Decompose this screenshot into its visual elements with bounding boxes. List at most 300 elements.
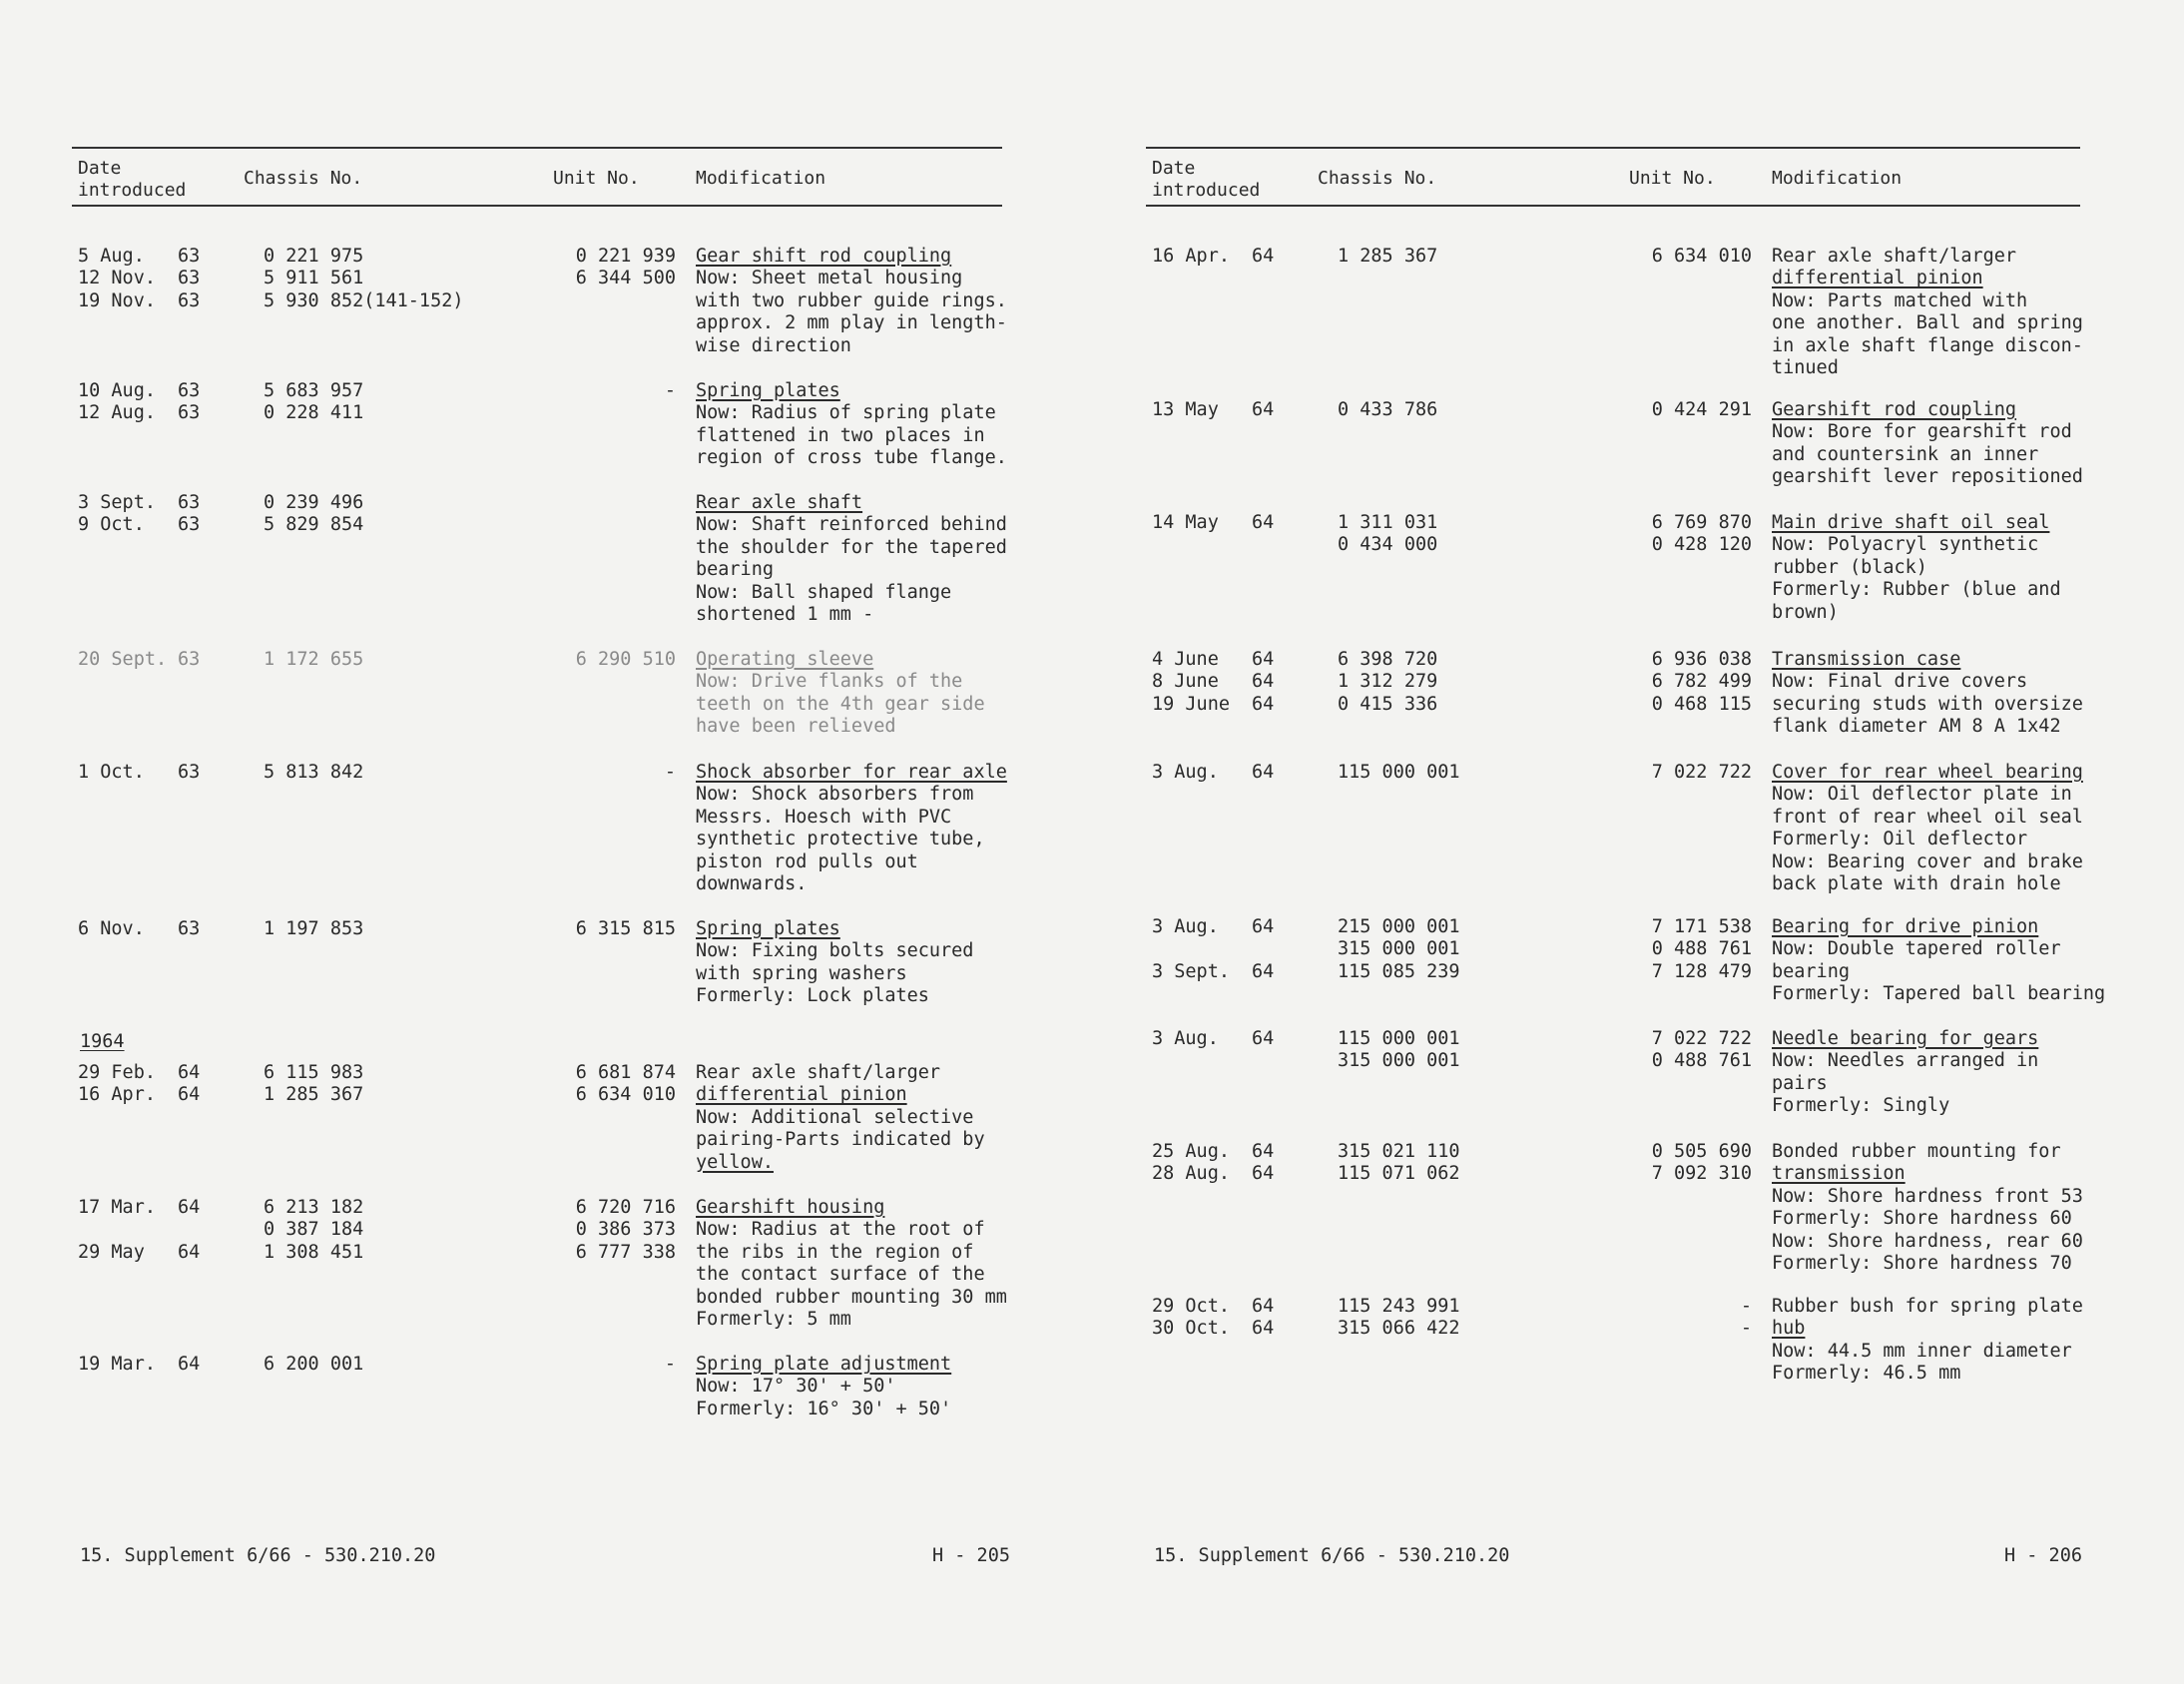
date-line [78,1219,218,1241]
footer-supplement: 15. Supplement 6/66 - 530.210.20 [80,1545,436,1566]
chassis-number: 115 000 001 [1338,762,1460,783]
modification-line: Formerly: Lock plates [696,985,929,1007]
unit-number: 6 777 338 [575,1241,676,1263]
modification-cell [696,918,1025,1008]
date-line [78,649,218,671]
date-line [78,918,218,940]
chassis-cell [264,649,363,671]
chassis-cell [264,1062,363,1107]
date-day-month: 16 Apr. [78,1084,156,1106]
unit-cell [1617,512,1752,557]
unit-number: - [664,380,676,401]
modification-line: Now: Bore for gearshift rod [1772,421,2072,443]
modification-line: have been relieved [696,716,896,738]
date-cell [1152,399,1292,421]
modification-line: teeth on the 4th gear side [696,693,985,715]
modification-title: differential pinion [696,1084,907,1106]
unit-cell [1617,399,1752,421]
unit-cell [541,762,676,784]
modification-line: Now: 17° 30' + 50' [696,1376,896,1398]
modification-line: Formerly: Rubber (blue and [1772,579,2061,601]
chassis-number: 1 312 279 [1338,671,1438,693]
date-year: 63 [178,514,201,536]
modification-line: the shoulder for the tapered [696,536,1007,558]
unit-number: - [664,1354,676,1375]
date-cell [78,380,218,425]
date-year: 63 [178,649,201,670]
modification-line: gearshift lever repositioned [1772,466,2083,488]
chassis-cell [264,380,363,425]
date-year: 63 [178,246,201,267]
modification-line: Formerly: 46.5 mm [1772,1363,1961,1385]
modification-line: Now: Drive flanks of the [696,671,963,693]
unit-cell [1617,1296,1752,1341]
modification-title: Needle bearing for gears [1772,1028,2039,1049]
unit-number: 6 315 815 [575,918,676,939]
modification-title: Spring plates [696,380,840,401]
chassis-cell [1338,246,1437,268]
unit-cell [541,380,676,402]
modification-line: Now: Shaft reinforced behind [696,514,1007,536]
date-day-month: 28 Aug. [1152,1163,1230,1185]
date-day-month: 25 Aug. [1152,1141,1230,1162]
modification-title: Rear axle shaft [696,492,863,513]
modification-line: bonded rubber mounting 30 mm [696,1286,1007,1308]
chassis-number: 6 200 001 [264,1354,364,1375]
modification-cell [696,762,1025,895]
chassis-cell [1338,649,1437,716]
date-line [78,1242,218,1264]
modification-line: Now: Bearing cover and brake [1772,850,2083,872]
unit-number: 0 505 690 [1651,1141,1752,1162]
date-line [1152,1141,1292,1163]
header-chassis: Chassis No. [244,168,363,189]
modification-line: Formerly: Singly [1772,1095,1950,1117]
modification-line: region of cross tube flange. [696,447,1007,469]
date-day-month: 19 Nov. [78,289,156,311]
modification-title-prefix: Rubber bush for spring plate [1772,1296,2083,1317]
date-day-month: 29 Oct. [1152,1296,1230,1317]
chassis-number: 5 813 842 [264,762,364,783]
date-year: 63 [178,402,201,424]
date-cell [78,1062,218,1107]
date-year: 64 [1252,693,1275,715]
modification-cell [1772,1028,2131,1118]
chassis-number: 115 071 062 [1338,1163,1460,1185]
unit-cell [1617,1028,1752,1073]
date-year: 63 [178,918,201,939]
modification-line: Now: Shore hardness front 53 [1772,1185,2083,1207]
modification-line: flank diameter AM 8 A 1x42 [1772,716,2061,738]
date-cell [78,492,218,537]
modification-line: Now: Ball shaped flange [696,581,952,603]
date-cell [1152,762,1292,784]
chassis-number: 115 243 991 [1338,1296,1460,1317]
chassis-number: 0 387 184 [264,1219,364,1241]
chassis-number: 1 197 853 [264,918,364,939]
date-day-month: 17 Mar. [78,1197,156,1218]
table-top-rule [72,147,1002,149]
chassis-number: 0 415 336 [1338,693,1438,715]
modification-title: Shock absorber for rear axle [696,762,1007,783]
header-chassis: Chassis No. [1318,168,1437,189]
date-day-month: 3 Aug. [1152,1028,1219,1049]
header-date: Date introduced [1152,158,1261,201]
unit-number: 7 171 538 [1651,916,1752,937]
date-day-month: 12 Nov. [78,268,156,289]
unit-number: - [1740,1318,1752,1340]
date-year: 64 [178,1062,201,1083]
date-cell [1152,512,1292,534]
chassis-number: 6 115 983 [264,1062,364,1083]
date-year: 63 [178,380,201,401]
modification-line: Now: Needles arranged in [1772,1050,2039,1072]
unit-number: 6 344 500 [575,268,676,289]
chassis-cell [1338,762,1460,784]
modification-title: Bearing for drive pinion [1772,916,2039,937]
unit-number: 6 782 499 [1651,671,1752,693]
chassis-cell [1338,1296,1460,1341]
modification-cell [1772,649,2131,739]
date-year: 63 [178,492,201,513]
date-cell [78,918,218,940]
date-line [1152,399,1292,421]
left-page [72,0,1010,1684]
unit-number: 0 468 115 [1651,693,1752,715]
modification-line: Formerly: Tapered ball bearing [1772,983,2106,1005]
date-line [78,290,218,312]
unit-cell [541,1197,676,1264]
unit-number: 0 424 291 [1651,399,1752,420]
modification-line: and countersink an inner [1772,443,2039,465]
unit-cell [541,649,676,671]
modification-line: shortened 1 mm - [696,604,874,626]
unit-number: 7 092 310 [1651,1163,1752,1185]
modification-cell [696,380,1025,470]
chassis-number: 1 311 031 [1338,512,1438,533]
chassis-cell [264,246,463,312]
modification-line: synthetic protective tube, [696,829,985,850]
modification-title: Operating sleeve [696,649,874,670]
date-year: 64 [1252,1163,1275,1185]
modification-line: Formerly: 5 mm [696,1309,851,1331]
table-header-rule [72,205,1002,207]
modification-line: Now: Polyacryl synthetic [1772,534,2039,556]
modification-cell [1772,399,2131,489]
modification-line: downwards. [696,873,808,895]
modification-line: Now: Radius at the root of [696,1219,985,1241]
modification-cell [696,1197,1025,1331]
date-year: 64 [1252,649,1275,670]
unit-cell [541,918,676,940]
chassis-number: 1 285 367 [1338,246,1438,267]
modification-line: front of rear wheel oil seal [1772,806,2083,828]
date-day-month: 19 June [1152,693,1230,715]
date-line [78,762,218,784]
year-label: 1964 [80,1031,125,1052]
date-year: 64 [1252,1028,1275,1049]
modification-line: piston rod pulls out [696,850,918,872]
date-day-month: 9 Oct. [78,514,145,536]
modification-title: Spring plate adjustment [696,1354,952,1375]
modification-line: Now: Parts matched with [1772,289,2028,311]
chassis-number: 1 308 451 [264,1241,364,1263]
modification-line: with two rubber guide rings. [696,289,1007,311]
date-year: 64 [178,1084,201,1106]
chassis-cell [264,762,363,784]
date-day-month: 10 Aug. [78,380,156,401]
date-day-month: 3 Sept. [1152,960,1230,982]
date-cell [1152,1296,1292,1341]
footer-page-number: H - 206 [2004,1545,2082,1566]
modification-title: Gearshift rod coupling [1772,399,2017,420]
header-unit: Unit No. [553,168,640,189]
unit-number: 7 128 479 [1651,960,1752,982]
header-unit: Unit No. [1629,168,1716,189]
date-line [1152,246,1292,268]
chassis-number: 0 221 975 [264,246,364,267]
modification-line: Formerly: Shore hardness 60 [1772,1208,2072,1230]
date-line [1152,1296,1292,1318]
date-year: 64 [178,1354,201,1375]
unit-cell [1617,762,1752,784]
chassis-number: 5 911 561 [264,268,364,289]
modification-title: Cover for rear wheel bearing [1772,762,2083,783]
date-cell [78,649,218,671]
date-cell [78,762,218,784]
chassis-number: 0 434 000 [1338,534,1438,556]
modification-line: the contact surface of the [696,1264,985,1286]
date-day-month: 5 Aug. [78,246,145,267]
unit-number: 6 720 716 [575,1197,676,1218]
unit-cell [541,1354,676,1376]
modification-cell [1772,1141,2131,1275]
modification-line: Now: Final drive covers [1772,671,2028,693]
modification-title-prefix: Rear axle shaft/larger [1772,246,2017,267]
date-day-month: 1 Oct. [78,762,145,783]
date-cell [78,1354,218,1376]
date-year: 64 [1252,671,1275,693]
date-line [1152,938,1292,960]
chassis-number: 5 930 852(141-152) [264,289,464,311]
date-day-month: 29 May [78,1241,145,1263]
header-date: Date introduced [78,158,187,201]
chassis-number: 315 021 110 [1338,1141,1460,1162]
chassis-cell [1338,916,1460,983]
date-year: 64 [1252,512,1275,533]
modification-cell [1772,1296,2131,1386]
date-line [1152,762,1292,784]
unit-number: 6 769 870 [1651,512,1752,533]
date-day-month: 3 Aug. [1152,762,1219,783]
date-day-month: 4 June [1152,649,1219,670]
chassis-cell [1338,1028,1460,1073]
unit-number: - [664,762,676,783]
modification-line: pairing-Parts indicated by [696,1129,985,1151]
unit-number: 7 022 722 [1651,1028,1752,1049]
date-line [1152,1028,1292,1050]
modification-line: rubber (black) [1772,556,1927,578]
chassis-number: 115 000 001 [1338,1028,1460,1049]
table-top-rule [1146,147,2080,149]
chassis-cell [264,492,363,537]
modification-line: approx. 2 mm play in length- [696,312,1007,334]
footer-page-number: H - 205 [932,1545,1010,1566]
modification-title-prefix: Bonded rubber mounting for [1772,1141,2061,1162]
modification-cell [1772,762,2131,895]
date-year: 64 [1252,960,1275,982]
modification-line: Formerly: Oil deflector [1772,829,2028,850]
modification-line: securing studs with oversize [1772,693,2083,715]
modification-title: Gear shift rod coupling [696,246,952,267]
date-day-month: 3 Sept. [78,492,156,513]
date-line [1152,694,1292,716]
footer-supplement: 15. Supplement 6/66 - 530.210.20 [1154,1545,1510,1566]
modification-line: brown) [1772,601,1839,623]
modification-line: Now: Double tapered roller [1772,938,2061,960]
chassis-cell [264,1354,363,1376]
date-day-month: 14 May [1152,512,1219,533]
date-day-month: 8 June [1152,671,1219,693]
chassis-cell [264,918,363,940]
chassis-cell [1338,512,1437,557]
modification-line: the ribs in the region of [696,1241,974,1263]
date-line [1152,1318,1292,1340]
date-year: 63 [178,268,201,289]
unit-number: 0 221 939 [575,246,676,267]
modification-line: flattened in two places in [696,424,985,446]
unit-number: 6 634 010 [1651,246,1752,267]
chassis-number: 315 000 001 [1338,1050,1460,1072]
date-line [1152,512,1292,534]
date-day-month: 20 Sept. [78,649,168,670]
date-line [78,1354,218,1376]
unit-cell [1617,649,1752,716]
modification-title: hub [1772,1318,1806,1340]
modification-cell [696,649,1025,739]
date-year: 64 [178,1197,201,1218]
date-line [1152,671,1292,693]
date-day-month: 13 May [1152,399,1219,420]
unit-cell [541,1062,676,1107]
date-line [1152,961,1292,983]
chassis-number: 0 239 496 [264,492,364,513]
date-line [78,268,218,289]
date-line [78,380,218,402]
modification-line: back plate with drain hole [1772,873,2061,895]
unit-number: - [1740,1296,1752,1317]
chassis-number: 1 285 367 [264,1084,364,1106]
date-line [78,402,218,424]
modification-line: Now: Sheet metal housing [696,268,963,289]
chassis-number: 315 066 422 [1338,1318,1460,1340]
modification-line: Now: 44.5 mm inner diameter [1772,1340,2072,1362]
unit-cell [1617,1141,1752,1186]
date-year: 64 [1252,399,1275,420]
modification-cell [1772,916,2131,1006]
date-year: 64 [178,1241,201,1263]
unit-number: 6 936 038 [1651,649,1752,670]
date-year: 63 [178,289,201,311]
date-line [1152,1163,1292,1185]
chassis-cell [1338,399,1437,421]
header-modification: Modification [696,168,826,189]
date-line [78,1197,218,1219]
unit-number: 0 428 120 [1651,534,1752,556]
modification-line: with spring washers [696,962,907,984]
modification-title: Spring plates [696,918,840,939]
modification-line: Now: Radius of spring plate [696,402,996,424]
date-cell [1152,246,1292,268]
date-year: 64 [1252,1141,1275,1162]
modification-title-prefix: Rear axle shaft/larger [696,1062,941,1083]
date-cell [1152,1141,1292,1186]
table-header-rule [1146,205,2080,207]
date-day-month: 12 Aug. [78,402,156,424]
chassis-number: 315 000 001 [1338,938,1460,960]
modification-line: bearing [1772,960,1850,982]
unit-cell [1617,246,1752,268]
chassis-number: 6 398 720 [1338,649,1438,670]
chassis-number: 215 000 001 [1338,916,1460,937]
date-day-month: 16 Apr. [1152,246,1230,267]
date-year: 64 [1252,1296,1275,1317]
date-day-month: 30 Oct. [1152,1318,1230,1340]
modification-line: Now: Oil deflector plate in [1772,784,2072,806]
unit-cell [541,246,676,290]
date-year: 63 [178,762,201,783]
modification-line: pairs [1772,1072,1828,1094]
modification-cell [696,246,1025,357]
modification-line: bearing [696,559,774,581]
chassis-number: 0 433 786 [1338,399,1438,420]
modification-title: differential pinion [1772,268,1983,289]
chassis-number: 6 213 182 [264,1197,364,1218]
date-year: 64 [1252,246,1275,267]
date-year: 64 [1252,762,1275,783]
date-line [1152,916,1292,938]
unit-number: 0 386 373 [575,1219,676,1241]
modification-title: Main drive shaft oil seal [1772,512,2050,533]
chassis-number: 0 228 411 [264,402,364,424]
right-page [1146,0,2164,1684]
date-day-month: 19 Mar. [78,1354,156,1375]
unit-number: 0 488 761 [1651,938,1752,960]
unit-cell [1617,916,1752,983]
chassis-number: 5 829 854 [264,514,364,536]
modification-cell [696,1062,1025,1174]
modification-line: in axle shaft flange discon- [1772,334,2083,356]
modification-title: transmission [1772,1163,1906,1185]
date-cell [1152,649,1292,716]
date-day-month: 6 Nov. [78,918,145,939]
date-cell [1152,1028,1292,1050]
date-year: 64 [1252,1318,1275,1340]
date-line [78,514,218,536]
modification-cell [1772,512,2131,624]
chassis-cell [264,1197,363,1264]
modification-line: Now: Fixing bolts secured [696,940,974,962]
unit-number: 6 681 874 [575,1062,676,1083]
unit-number: 0 488 761 [1651,1050,1752,1072]
modification-line: Formerly: 16° 30' + 50' [696,1398,952,1419]
unit-number: 6 634 010 [575,1084,676,1106]
modification-line: Messrs. Hoesch with PVC [696,806,952,828]
chassis-cell [1338,1141,1460,1186]
modification-line: wise direction [696,334,851,356]
date-line [78,1084,218,1106]
modification-line: Now: Shock absorbers from [696,784,974,806]
